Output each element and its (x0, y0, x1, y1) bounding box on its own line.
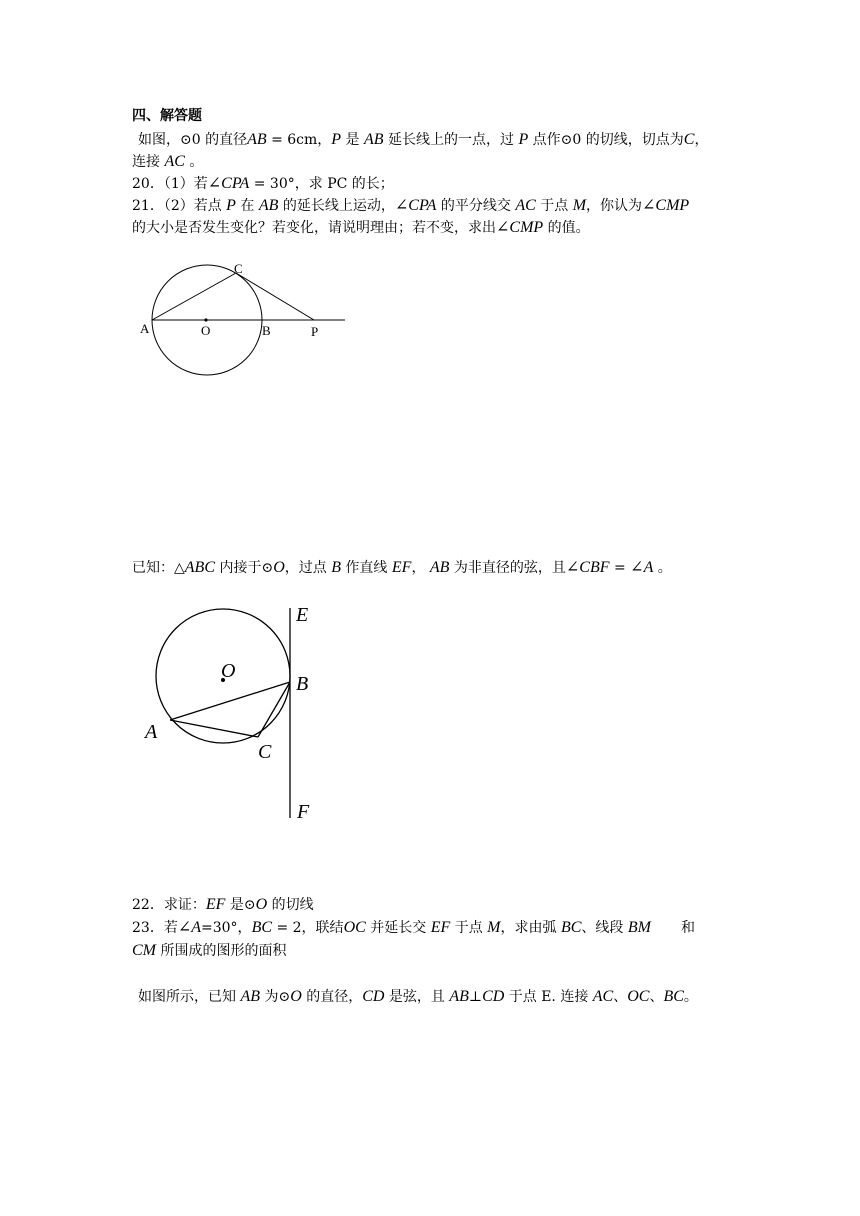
fig1-label-a: A (140, 321, 150, 336)
question-23-line-2: CM 所围成的图形的面积 (132, 942, 287, 959)
fig1-label-o: O (201, 323, 211, 338)
section-heading: 四、解答题 (132, 108, 202, 124)
fig2-label-e: E (296, 604, 309, 626)
fig1-tangent-cp (236, 273, 314, 320)
question-21-line-1: 21．（2）若点 P 在 AB 的延长线上运动，∠CPA 的平分线交 AC 于点 M，你认为∠CMP (132, 197, 690, 214)
fig1-label-p: P (311, 324, 319, 339)
problem-3-intro: 如图所示，已知 AB 为⊙O 的直径，CD 是弦，且 AB⊥CD 于点 E. 连接 AC、OC、BC。 (138, 988, 698, 1005)
given-statement-2: 已知：△ABC 内接于⊙O，过点 B 作直线 EF， AB 为非直径的弦，且∠CBF = ∠A 。 (132, 559, 672, 576)
fig2-label-a: A (145, 721, 158, 743)
problem-intro-line-2: 连接 AC 。 (132, 153, 204, 170)
fig2-label-f: F (297, 801, 310, 823)
question-21-line-2: 的大小是否发生变化？若变化，请说明理由；若不变，求出∠CMP 的值。 (132, 219, 590, 236)
question-22: 22．求证：EF 是⊙O 的切线 (132, 896, 314, 913)
fig1-label-c: C (234, 261, 243, 276)
question-23-line-1: 23．若∠A=30°，BC = 2，联结OC 并延长交 EF 于点 M，求由弧 BC、线段 BM 和 (132, 919, 695, 936)
problem-intro-line-1: 如图，⊙0 的直径AB = 6cm，P 是 AB 延长线上的一点，过 P 点作⊙0 的切线，切点为C， (138, 131, 709, 148)
fig2-label-o: O (221, 660, 236, 682)
fig2-chord-ac (170, 720, 258, 737)
fig1-label-b: B (262, 323, 271, 338)
question-20: 20．（1）若∠CPA = 30°，求 PC 的长； (132, 175, 394, 192)
fig2-chord-ab (170, 682, 290, 720)
fig2-label-b: B (296, 673, 309, 695)
fig2-label-c: C (258, 741, 272, 763)
fig1-center-dot (204, 318, 207, 321)
fig1-chord-ac (152, 273, 236, 320)
